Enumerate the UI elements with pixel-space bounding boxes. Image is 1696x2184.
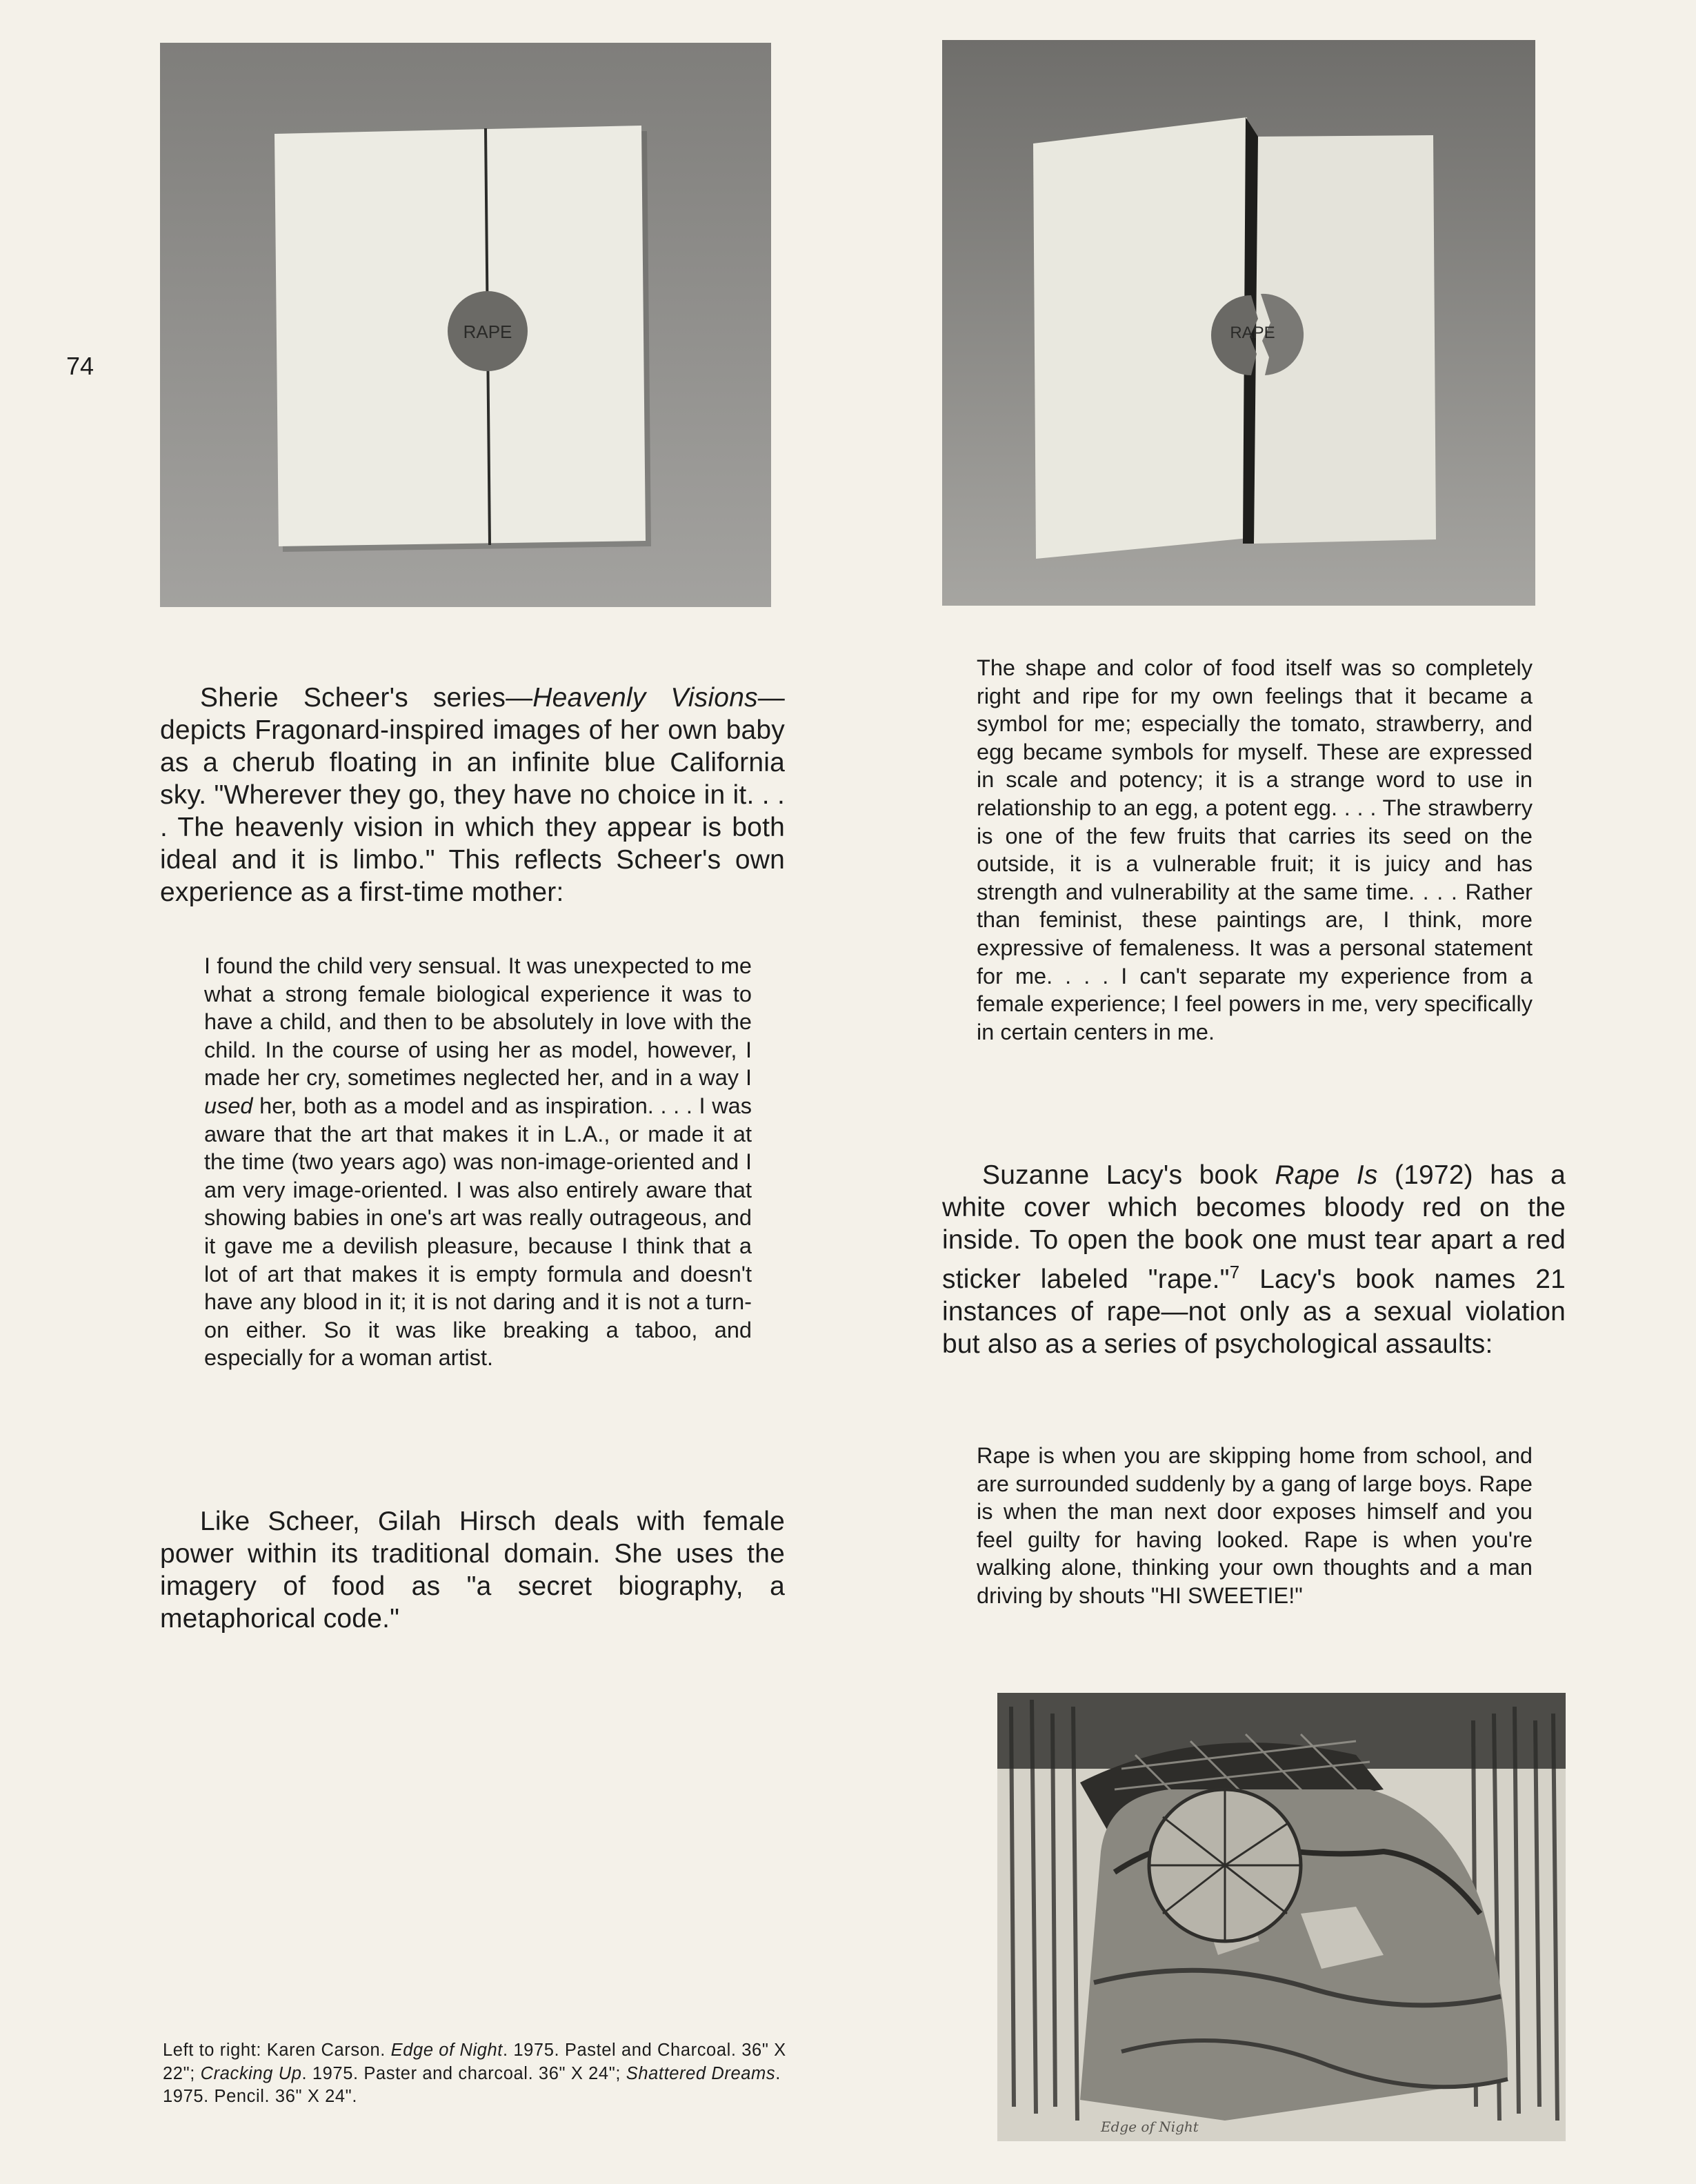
drawing-edge-of-night [997, 1693, 1566, 2141]
hirsch-quote: The shape and color of food itself was so completely right and ripe for my own feelings that it became a symbol for me; especially the tomato, strawberry, and egg became symbols for myself. These are expressed in scale and potency; it is a strange word to use in relationship to an egg, a potent egg. . . . The strawberry is one of the few fruits that carries its seed on the outside, it is a vulnerable fruit; it is juicy and has strength and vulnerability at the same time. . . . Rather than feminist, these paintings are, I think, more expressive of femaleness. It was a personal statement for me. . . . I can't separate my experience from a female experience; I feel powers in me, very specifically in certain centers in me. [977, 655, 1533, 1044]
rape-is-quote: Rape is when you are skipping home from school, and are surrounded suddenly by a gang of large boys. Rape is when the man next door exposes himself and you feel guilty for having looked. Rape is when you're walking alone, thinking your own thoughts and a man driving by shouts "HI SWEETIE!" [977, 1443, 1533, 1608]
scheer-quote: I found the child very sensual. It was unexpected to me what a strong female biological experience it was to have a child, and then to be absolutely in love with the child. In the course of using her as model, however, I made her cry, sometimes neglected her, and in a way I used her, both as a model and as inspiration. . . . I was aware that the art that makes it in L.A., or made it at the time (two years ago) was non-image-oriented and I am very image-oriented. I was also entirely aware that showing babies in one's art was really outrageous, and it gave me a devilish pleasure, because I think that a lot of art that makes it is empty formula and doesn't have any blood in it; it is not daring and it is not a turn-on either. So it was like breaking a taboo, and especially for a woman artist. [204, 953, 752, 1371]
left-paragraph-1: Sherie Scheer's series—Heavenly Visions—depicts Fragonard-inspired images of her own baby as a cherub floating in an infinite blue California sky. "Wherever they go, they have no choice in it. . . . The heavenly vision in which they appear is both ideal and it is limbo." This reflects Scheer's own experience as a first-time mother: [160, 683, 785, 907]
rape-sticker-label: RAPE [463, 321, 512, 342]
lacy-paragraph: Suzanne Lacy's book Rape Is (1972) has a white cover which becomes bloody red on the inside. To open the book one must tear apart a red sticker labeled "rape."$^7$ Lacy's book names 21 instances of rape—not only as a sexual violation but also as a series of psychological assaults: [942, 1160, 1566, 1359]
photo-book-torn [942, 40, 1535, 606]
page-number: 74 [66, 352, 94, 380]
torn-sticker-label: RAPE [1230, 324, 1275, 342]
drawing-signature: Edge of Night [1101, 2118, 1199, 2135]
photo-book-closed [160, 43, 771, 607]
figure-caption: Left to right: Karen Carson. Edge of Night. 1975. Pastel and Charcoal. 36" X 22"; Cracking Up. 1975. Paster and charcoal. 36" X 24"; Shattered Dreams. 1975. Pencil. 36" X 24". [163, 2041, 786, 2106]
left-paragraph-2: Like Scheer, Gilah Hirsch deals with female power within its traditional domain. She uses the imagery of food as "a secret biography, a metaphorical code." [160, 1507, 785, 1634]
footnote-marker: 7 [1229, 1262, 1240, 1282]
